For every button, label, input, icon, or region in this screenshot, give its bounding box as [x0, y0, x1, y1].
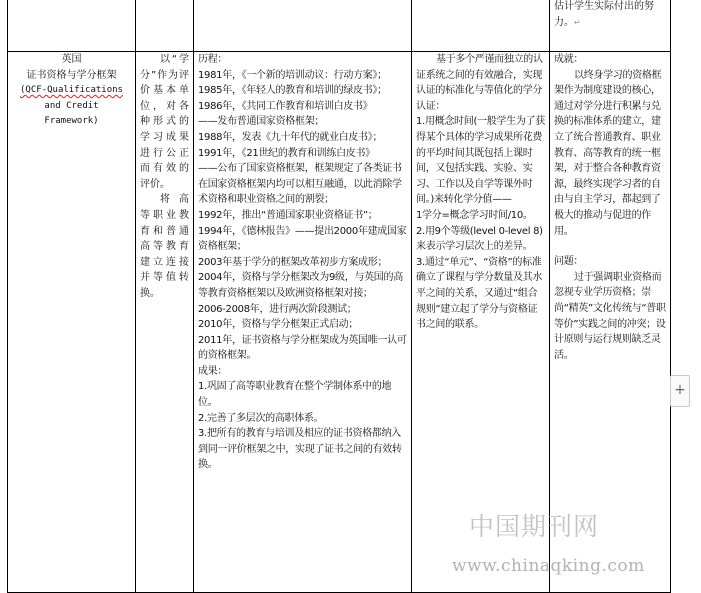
unit-paragraph-2: 将高等职业教育和普通高等教育建立连接并等值转换。 — [140, 194, 189, 299]
cell-unit — [136, 52, 194, 593]
history-line: 3.把所有的教育与培训及相应的证书资格都纳入到同一评价框架之中，实现了证书之间的有效转换。 — [198, 428, 402, 471]
history-line: 1.巩固了高等职业教育在整个学制体系中的地位。 — [198, 381, 392, 409]
mechanism-line: 1学分=概念学习时间/10。 — [416, 209, 533, 221]
watermark-brand: 中国期刊网 — [469, 512, 600, 541]
history-line: 成果： — [198, 365, 228, 377]
problem-body: 过于强调职业资格而忽视专业学历资格；崇尚“精英”文化传统与“普职等价”实践之间的冲突；设计原则与运行规则缺乏灵活。 — [554, 271, 666, 361]
prev-eval-line2: 力。 — [554, 16, 574, 28]
history-line: 2003年基于学分的框架改革初步方案成形； — [198, 256, 388, 268]
history-line: 1986年，《共同工作教育和培训白皮书》 — [198, 100, 373, 112]
problem-title: 问题： — [554, 256, 584, 268]
history-line: 2004年，资格与学分框架改为9级，与英国的高等教育资格框架以及欧洲资格框架对接； — [198, 272, 403, 299]
history-line: 1988年，发表《九十年代的就业白皮书》； — [198, 131, 383, 143]
success-body: 以终身学习的资格框架作为制度建设的核心，通过对学分进行积累与兑换的标准体系的建立，建立了统合普通教育、职业教育、高等教育的统一框架，对于整合各种教育资源，最终实现学习者的自由与自主学习，都起到了极大的推动与促进的作用。 — [554, 69, 662, 237]
mechanism-line: 基于多个严谨而独立的认证系统之间的有效融合，实现认证的标准化与等值化的学分认证： — [416, 54, 543, 112]
framework-name-cn: 证书资格与学分框架 — [26, 69, 117, 81]
prev-eval-line1: 估计学生实际付出的努 — [554, 1, 654, 12]
framework-name-en-3: Framework) — [44, 116, 99, 127]
mechanism-line: 1.用概念时间(一般学生为了获得某个具体的学习成果所花费的平均时间其既包括上课时间，又包括实践、实验、实习、工作以及自学等课外时间。)来转化学分值—— — [416, 116, 545, 206]
unit-paragraph-1: 以“学分”作为评价基本单位，对各种形式的学习成果进行公正而有效的评价。 — [140, 54, 189, 190]
mechanism-line: 2.用9个等级(level 0-level 8)来表示学习层次上的差异。 — [416, 225, 543, 253]
cell-prev-unit — [136, 0, 194, 52]
framework-name-en-2: and Credit — [44, 100, 99, 111]
history-line: 1981年，《一个新的培训动议：行动方案》； — [198, 69, 387, 81]
history-line: ——发布普通国家资格框架； — [198, 116, 325, 128]
history-line: 2011年，证书资格与学分框架成为英国唯一认可的资格框架。 — [198, 334, 407, 362]
history-line: ——公布了国家资格框架，框架规定了各类证书在国家资格框架内均可以相互融通，以此消除学术资格和职业资格之间的割裂； — [198, 163, 402, 206]
comparison-table — [7, 0, 671, 593]
cell-history — [194, 52, 412, 593]
history-line: 1994年，《德林报告》——提出2000年建成国家资格框架； — [198, 225, 407, 253]
history-line: 历程： — [198, 54, 228, 65]
cell-prev-evaluation — [550, 0, 671, 52]
history-line: 1991年，《21世纪的教育和训练白皮书》 — [198, 147, 375, 159]
history-line: 2010年，资格与学分框架正式启动； — [198, 319, 359, 331]
cell-prev-country — [8, 0, 136, 52]
history-line: 1992年，推出“普通国家职业资格证书”； — [198, 209, 378, 221]
watermark-url: www.chinaqking.com — [452, 556, 645, 576]
mechanism-line: 3.通过“单元”、“资格”的标准确立了课程与学分数量及其水平之间的关系，又通过“组合规则”建立起了学分与资格证书之间的联系。 — [416, 256, 543, 331]
history-line: 2.完善了多层次的高职体系。 — [198, 412, 324, 424]
cell-country — [8, 52, 136, 593]
cell-prev-history — [194, 0, 412, 52]
country-name: 英国 — [61, 54, 82, 65]
framework-name-en-1: (QCF-Qualifications — [20, 85, 123, 96]
cell-prev-mechanism — [412, 0, 550, 52]
success-title: 成就： — [554, 54, 584, 65]
add-row-button[interactable]: + — [670, 375, 690, 407]
history-line: 1985年，《年轻人的教育和培训的绿皮书》； — [198, 85, 387, 97]
history-line: 2006-2008年，进行两次阶段测试； — [198, 303, 357, 315]
table-row-previous — [8, 0, 671, 52]
paragraph-mark-icon: ↵ — [574, 17, 581, 27]
